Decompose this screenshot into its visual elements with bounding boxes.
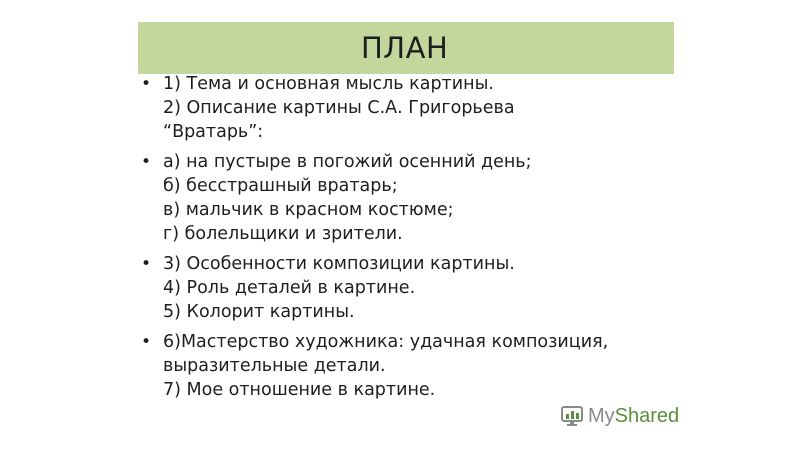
plan-line: 7) Мое отношение в картине. [163, 380, 436, 400]
plan-line: “Вратарь”: [163, 122, 264, 142]
plan-line: 6)Мастерство художника: удачная композиция, [163, 332, 609, 352]
bullet-icon: • [141, 152, 152, 172]
plan-line: 3) Особенности композиции картины. [163, 254, 515, 274]
slide-title: ПЛАН [361, 31, 449, 65]
title-bar [138, 22, 674, 74]
bullet-icon: • [141, 332, 152, 352]
list-item [135, 150, 755, 246]
plan-line: г) болельщики и зрители. [163, 224, 403, 244]
myshared-watermark [560, 403, 679, 429]
plan-list [135, 72, 755, 408]
list-item [135, 252, 755, 324]
myshared-logo-icon [560, 404, 584, 428]
bullet-icon: • [141, 74, 152, 94]
plan-line: в) мальчик в красном костюме; [163, 200, 454, 220]
plan-line: выразительные детали. [163, 356, 386, 376]
list-item [135, 330, 755, 402]
plan-line: 1) Тема и основная мысль картины. [163, 74, 494, 94]
plan-line: 5) Колорит картины. [163, 302, 355, 322]
plan-line: б) бесстрашный вратарь; [163, 176, 398, 196]
plan-line: а) на пустыре в погожий осенний день; [163, 152, 532, 172]
list-item [135, 72, 755, 144]
plan-line: 4) Роль деталей в картине. [163, 278, 416, 298]
bullet-icon: • [141, 254, 152, 274]
watermark-text: MyShared [588, 405, 680, 427]
plan-line: 2) Описание картины С.А. Григорьева [163, 98, 515, 118]
